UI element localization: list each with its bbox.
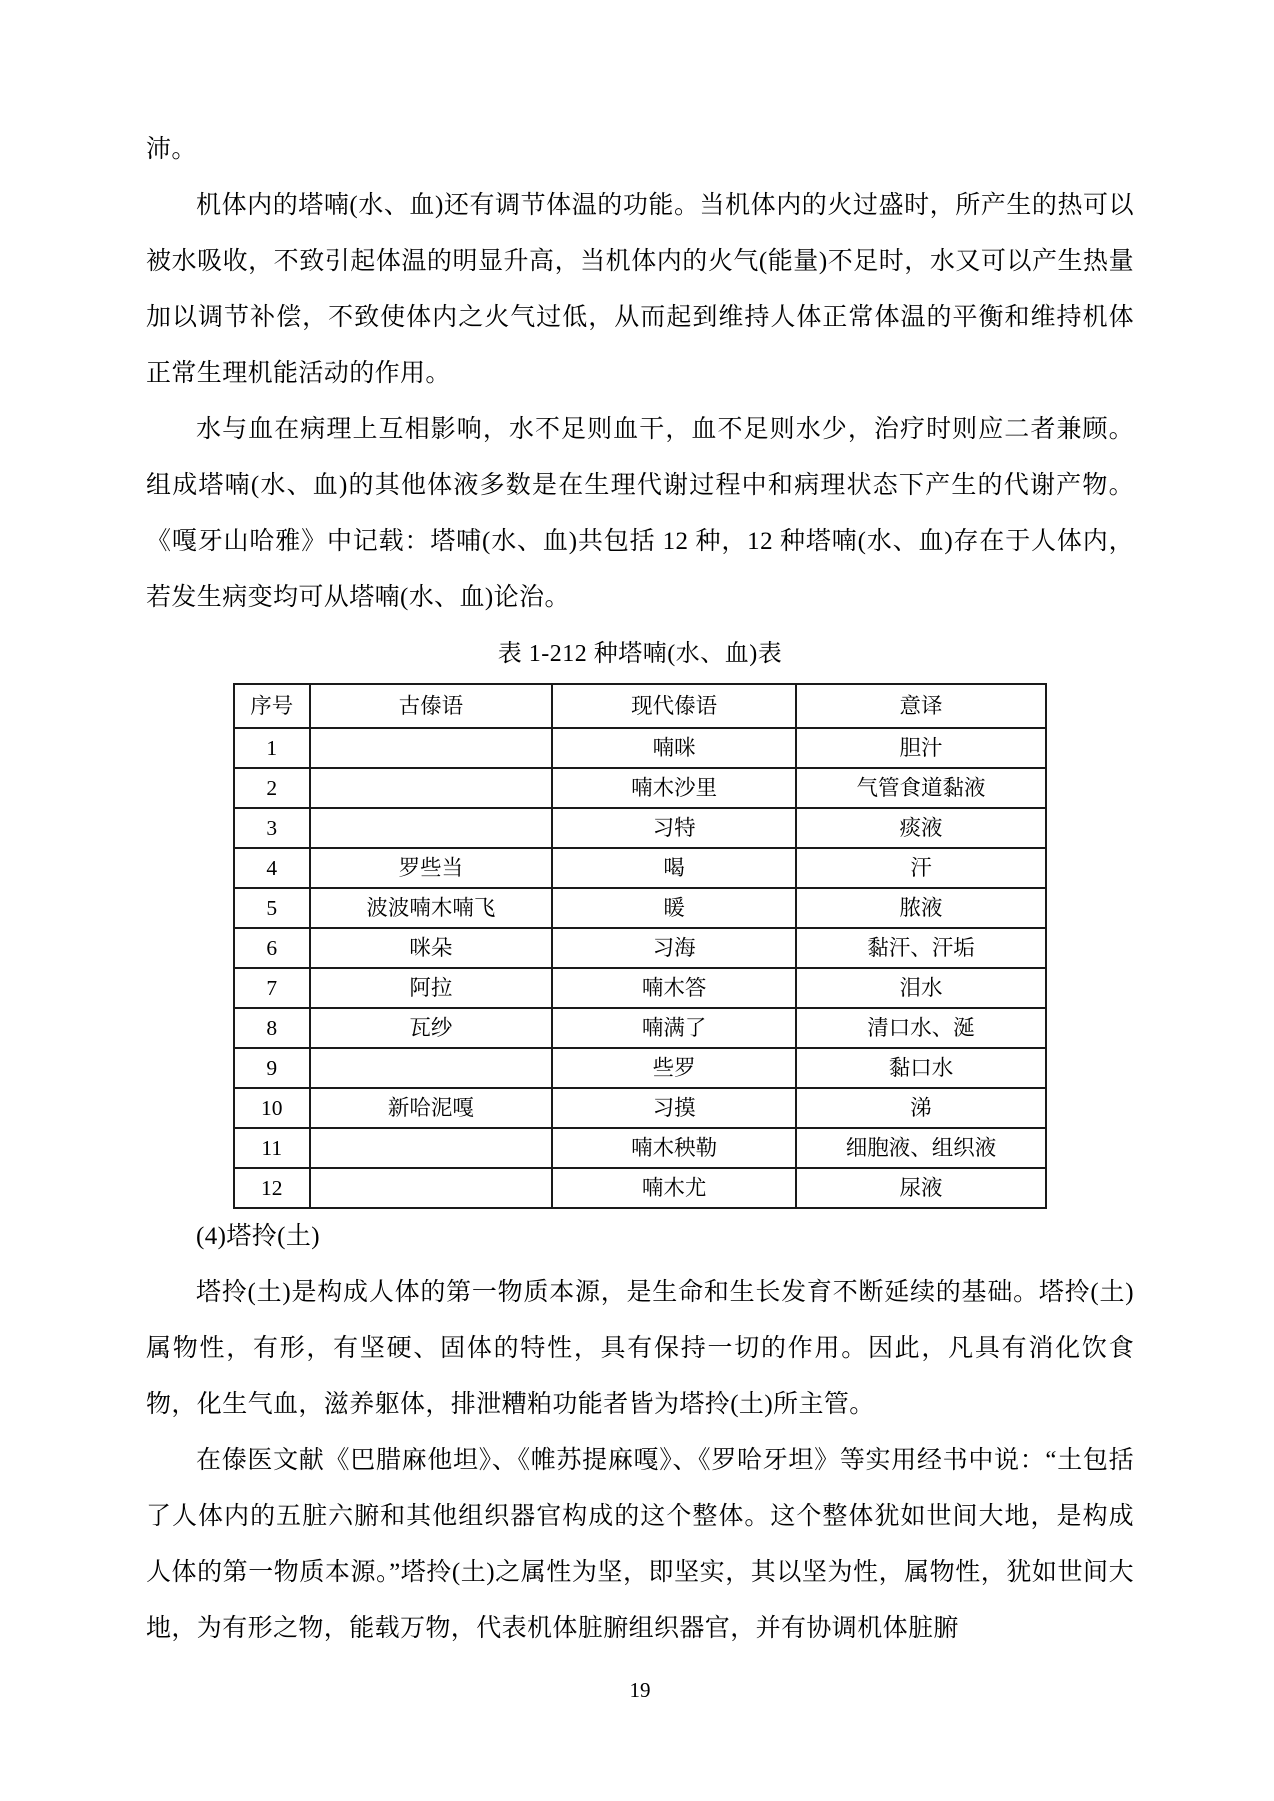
table-cell — [310, 808, 553, 848]
carryover-line: 沛。 — [146, 136, 197, 163]
paragraph-body-temperature: 机体内的塔喃(水、血)还有调节体温的功能。当机体内的火过盛时，所产生的热可以被水吸收，不致引起体温的明显升高，当机体内的火气(能量)不足时，水又可以产生热量加以调节补偿，不致使体内之火气过低，从而起到维持人体正常体温的平衡和维持机体正常生理机能活动的作用。 — [146, 192, 1134, 387]
table-cell: 汗 — [796, 848, 1046, 888]
page-number: 19 — [629, 1678, 651, 1702]
table-row — [234, 848, 1046, 888]
table-cell: 1 — [234, 728, 310, 768]
paragraph-water-blood: 水与血在病理上互相影响，水不足则血干，血不足则水少，治疗时则应二者兼顾。组成塔喃(水、血)的其他体液多数是在生理代谢过程中和病理状态下产生的代谢产物。《嘎牙山哈雅》中记载：塔哺(水、血)共包括 12 种，12 种塔喃(水、血)存在于人体内，若发生病变均可从塔喃(水、血)论治。 — [146, 416, 1134, 611]
table-cell: 习特 — [552, 808, 796, 848]
table-cell — [310, 1128, 553, 1168]
table-cell: 4 — [234, 848, 310, 888]
table-cell: 喃满了 — [552, 1008, 796, 1048]
table-cell: 9 — [234, 1048, 310, 1088]
table-cell: 些罗 — [552, 1048, 796, 1088]
column-header: 古傣语 — [310, 684, 553, 728]
table-cell: 喃木秧勒 — [552, 1128, 796, 1168]
table-cell: 10 — [234, 1088, 310, 1128]
table-body — [234, 728, 1046, 1208]
table-cell: 7 — [234, 968, 310, 1008]
table-row — [234, 1168, 1046, 1208]
table-cell: 泪水 — [796, 968, 1046, 1008]
table-cell: 3 — [234, 808, 310, 848]
table-row — [234, 888, 1046, 928]
table-cell — [310, 1048, 553, 1088]
table-cell — [310, 728, 553, 768]
table-header-row — [234, 684, 1046, 728]
table-row — [234, 968, 1046, 1008]
table-cell: 黏汗、汗垢 — [796, 928, 1046, 968]
table-row — [234, 1128, 1046, 1168]
table-cell: 气管食道黏液 — [796, 768, 1046, 808]
table-cell: 习摸 — [552, 1088, 796, 1128]
table-cell: 喃木沙里 — [552, 768, 796, 808]
table-cell: 6 — [234, 928, 310, 968]
table-cell: 习海 — [552, 928, 796, 968]
table-cell: 脓液 — [796, 888, 1046, 928]
table-cell: 罗些当 — [310, 848, 553, 888]
body-fluids-table — [233, 683, 1047, 1209]
table-cell: 痰液 — [796, 808, 1046, 848]
table-cell: 瓦纱 — [310, 1008, 553, 1048]
table-cell: 喃咪 — [552, 728, 796, 768]
paragraph-literature: 在傣医文献《巴腊麻他坦》、《帷苏提麻嘎》、《罗哈牙坦》等实用经书中说：“土包括了人体内的五脏六腑和其他组织器官构成的这个整体。这个整体犹如世间大地，是构成人体的第一物质本源。”塔拎(土)之属性为坚，即坚实，其以坚为性，属物性，犹如世间大地，为有形之物，能载万物，代表机体脏腑组织器官，并有协调机体脏腑 — [146, 1447, 1134, 1642]
paragraph-first-origin: 塔拎(土)是构成人体的第一物质本源，是生命和生长发育不断延续的基础。塔拎(土)属物性，有形，有坚硬、固体的特性，具有保持一切的作用。因此，凡具有消化饮食物，化生气血，滋养躯体，排泄糟粕功能者皆为塔拎(土)所主管。 — [146, 1279, 1134, 1418]
table-cell — [310, 1168, 553, 1208]
column-header: 序号 — [234, 684, 310, 728]
table-cell: 新哈泥嘎 — [310, 1088, 553, 1128]
section-heading: (4)塔拎(土) — [196, 1223, 321, 1250]
table-cell: 尿液 — [796, 1168, 1046, 1208]
table-cell — [310, 768, 553, 808]
table-cell: 5 — [234, 888, 310, 928]
table-cell: 涕 — [796, 1088, 1046, 1128]
table-cell: 黏口水 — [796, 1048, 1046, 1088]
table-cell: 清口水、涎 — [796, 1008, 1046, 1048]
table-cell: 暖 — [552, 888, 796, 928]
table-row — [234, 928, 1046, 968]
table-row — [234, 1008, 1046, 1048]
table-cell: 阿拉 — [310, 968, 553, 1008]
table-cell: 波波喃木喃飞 — [310, 888, 553, 928]
table-row — [234, 768, 1046, 808]
table-cell: 12 — [234, 1168, 310, 1208]
table-cell: 细胞液、组织液 — [796, 1128, 1046, 1168]
table-cell: 2 — [234, 768, 310, 808]
table-cell: 咪朵 — [310, 928, 553, 968]
column-header: 意译 — [796, 684, 1046, 728]
column-header: 现代傣语 — [552, 684, 796, 728]
table-row — [234, 1048, 1046, 1088]
table-title: 表 1-212 种塔喃(水、血)表 — [497, 641, 783, 667]
table-cell: 喃木尤 — [552, 1168, 796, 1208]
table-cell: 8 — [234, 1008, 310, 1048]
table-cell: 喃木答 — [552, 968, 796, 1008]
table-cell: 11 — [234, 1128, 310, 1168]
table-row — [234, 808, 1046, 848]
table-cell: 胆汁 — [796, 728, 1046, 768]
table-row — [234, 728, 1046, 768]
table-row — [234, 1088, 1046, 1128]
table-cell: 喝 — [552, 848, 796, 888]
